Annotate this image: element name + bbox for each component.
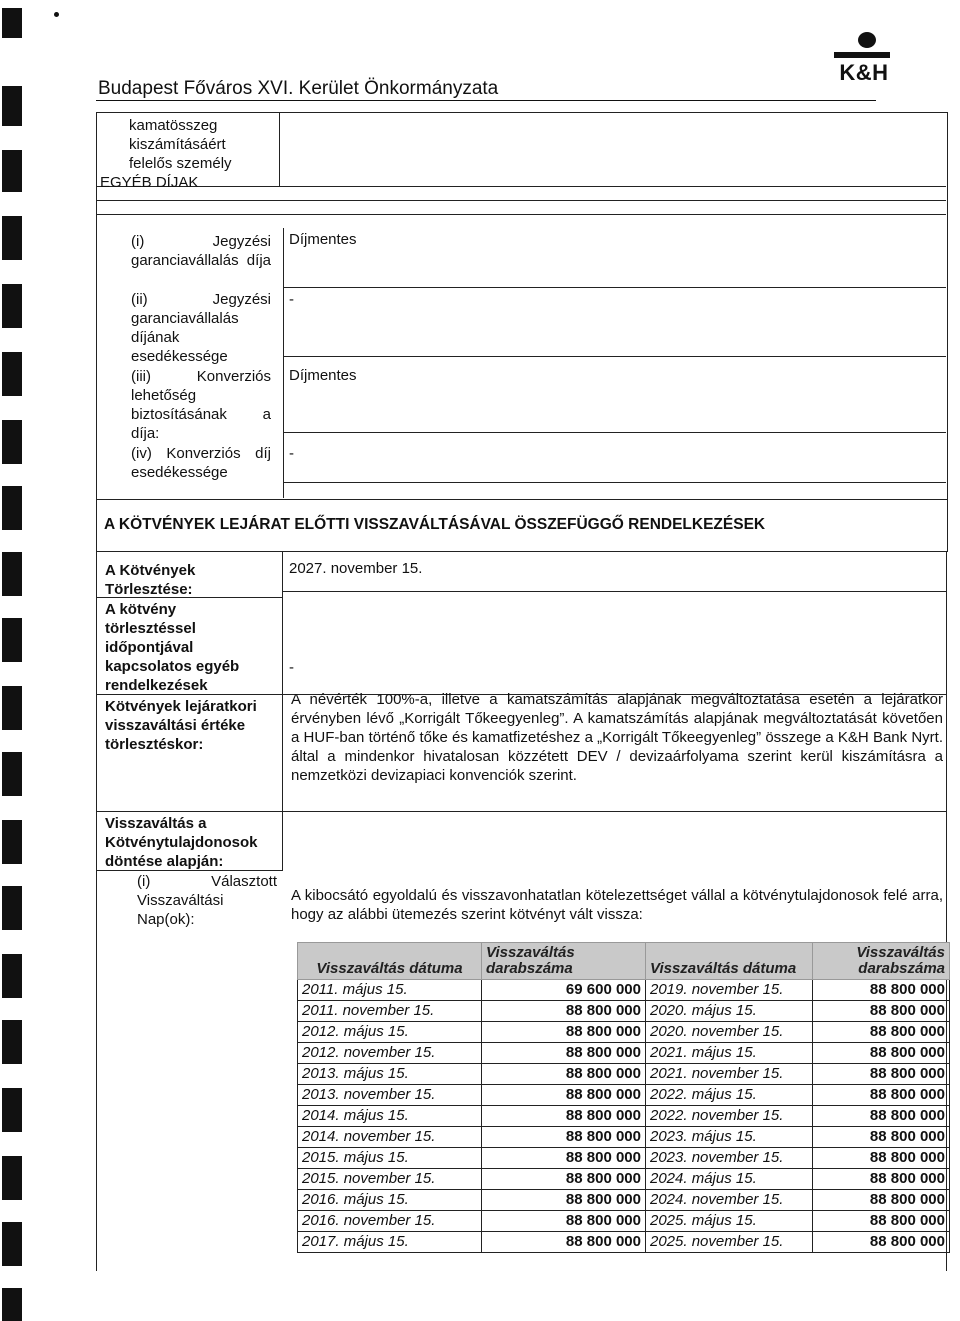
redemption-heading: A KÖTVÉNYEK LEJÁRAT ELŐTTI VISSZAVÁLTÁSÁVAL ÖSSZEFÜGGŐ RENDELKEZÉSEK (104, 516, 766, 533)
schedule-row (298, 1211, 950, 1232)
schedule-date-1: 2015. november 15. (298, 1169, 482, 1190)
schedule-row (298, 980, 950, 1001)
schedule-row (298, 1232, 950, 1253)
schedule-count-1: 88 800 000 (482, 1232, 646, 1253)
schedule-count-2: 88 800 000 (813, 1043, 950, 1064)
schedule-date-1: 2016. május 15. (298, 1190, 482, 1211)
schedule-row (298, 1169, 950, 1190)
holder-put-label: Visszaváltás a Kötvénytulajdonosok döntése alapján: (105, 815, 258, 870)
schedule-count-2: 88 800 000 (813, 1064, 950, 1085)
schedule-date-1: 2017. május 15. (298, 1232, 482, 1253)
schedule-date-2: 2023. május 15. (646, 1127, 813, 1148)
maturity-value-text: A névérték 100%-a, illetve a kamatszámítás alapjának megváltoztatása esetén a lejáratkor érvényben lévő „Korrigált Tőkeegyenleg”. A kamatszámítás alapjának megváltoztatását követően a HUF-ban történő tőke és kamatfizetéshez a „Korrigált Tőkeegyenleg” összege a K&H Bank Nyrt. által a mindenkor hivatalosan közzétett DEV / devizaárfolyama szerint kerül kiszámításra a nemzetközi devizapiaci konvenciók szerint. (291, 691, 943, 784)
other-provisions-label: A kötvény törlesztéssel időpontjával kapcsolatos egyéb rendelkezések (105, 601, 240, 694)
repayment-label: A Kötvények Törlesztése: (105, 562, 196, 598)
schedule-count-1: 88 800 000 (482, 1106, 646, 1127)
schedule-date-1: 2014. május 15. (298, 1106, 482, 1127)
selected-redemption-text: A kibocsátó egyoldalú és visszavonhatatlan kötelezettséget vállal a kötvénytulajdonosok felé arra, hogy az alábbi ütemezés szerint kötvényt vált vissza: (291, 887, 943, 923)
schedule-count-2: 88 800 000 (813, 1169, 950, 1190)
fee-value-underwriting-due: - (289, 291, 294, 308)
maturity-value-label: Kötvények lejáratkori visszaváltási értéke törlesztéskor: (105, 698, 257, 753)
schedule-date-2: 2023. november 15. (646, 1148, 813, 1169)
schedule-count-2: 88 800 000 (813, 980, 950, 1001)
fee-value-conversion-due: - (289, 445, 294, 462)
schedule-date-2: 2022. május 15. (646, 1085, 813, 1106)
schedule-count-1: 88 800 000 (482, 1211, 646, 1232)
schedule-date-1: 2012. május 15. (298, 1022, 482, 1043)
selected-redemption-label: (i) Választott Visszaváltási Nap(ok): (137, 873, 277, 928)
schedule-date-2: 2021. május 15. (646, 1043, 813, 1064)
schedule-count-1: 88 800 000 (482, 1085, 646, 1106)
schedule-date-1: 2013. november 15. (298, 1085, 482, 1106)
schedule-count-1: 88 800 000 (482, 1022, 646, 1043)
schedule-row (298, 1043, 950, 1064)
schedule-body (298, 980, 950, 1253)
fee-label-underwriting-due: (ii) Jegyzési garanciavállalás díjának esedékessége (131, 291, 271, 365)
schedule-count-1: 69 600 000 (482, 980, 646, 1001)
schedule-header-date-1: Visszaváltás dátuma (298, 943, 482, 980)
schedule-date-1: 2015. május 15. (298, 1148, 482, 1169)
fee-value-conversion: Díjmentes (289, 367, 357, 384)
fee-value-underwriting: Díjmentes (289, 231, 357, 248)
schedule-row (298, 1127, 950, 1148)
schedule-date-1: 2012. november 15. (298, 1043, 482, 1064)
schedule-count-1: 88 800 000 (482, 1064, 646, 1085)
schedule-count-1: 88 800 000 (482, 1148, 646, 1169)
schedule-row (298, 1064, 950, 1085)
schedule-count-2: 88 800 000 (813, 1211, 950, 1232)
schedule-count-1: 88 800 000 (482, 1043, 646, 1064)
schedule-row (298, 1022, 950, 1043)
interest-agent-label: kamatösszeg kiszámításáért felelős személy (129, 117, 232, 172)
binder-marks (0, 0, 40, 1321)
schedule-count-1: 88 800 000 (482, 1127, 646, 1148)
schedule-date-1: 2016. november 15. (298, 1211, 482, 1232)
schedule-date-2: 2022. november 15. (646, 1106, 813, 1127)
schedule-date-2: 2021. november 15. (646, 1064, 813, 1085)
header-divider (96, 100, 876, 101)
schedule-row (298, 1001, 950, 1022)
schedule-count-2: 88 800 000 (813, 1190, 950, 1211)
schedule-count-2: 88 800 000 (813, 1001, 950, 1022)
kh-logo-mark (858, 32, 876, 48)
schedule-row (298, 1085, 950, 1106)
schedule-count-2: 88 800 000 (813, 1148, 950, 1169)
scan-dot (54, 12, 59, 17)
schedule-count-1: 88 800 000 (482, 1190, 646, 1211)
schedule-date-2: 2024. november 15. (646, 1190, 813, 1211)
schedule-date-1: 2011. május 15. (298, 980, 482, 1001)
schedule-header-count-2: Visszaváltás darabszáma (813, 943, 950, 980)
schedule-header-row (298, 943, 950, 980)
schedule-date-2: 2019. november 15. (646, 980, 813, 1001)
schedule-date-1: 2014. november 15. (298, 1127, 482, 1148)
fee-label-underwriting: (i) Jegyzési garanciavállalás díja (131, 233, 271, 269)
kh-logo (826, 32, 902, 94)
schedule-date-1: 2011. november 15. (298, 1001, 482, 1022)
schedule-date-2: 2024. május 15. (646, 1169, 813, 1190)
schedule-count-2: 88 800 000 (813, 1232, 950, 1253)
other-fees-title: EGYÉB DÍJAK (100, 174, 199, 191)
schedule-date-2: 2020. november 15. (646, 1022, 813, 1043)
kh-logo-text: K&H (839, 60, 889, 85)
page-title: Budapest Főváros XVI. Kerület Önkormányzata (98, 78, 499, 99)
maturity-date: 2027. november 15. (289, 560, 423, 577)
schedule-date-2: 2020. május 15. (646, 1001, 813, 1022)
schedule-count-2: 88 800 000 (813, 1106, 950, 1127)
schedule-date-1: 2013. május 15. (298, 1064, 482, 1085)
schedule-count-1: 88 800 000 (482, 1169, 646, 1190)
schedule-date-2: 2025. november 15. (646, 1232, 813, 1253)
schedule-count-1: 88 800 000 (482, 1001, 646, 1022)
schedule-row (298, 1148, 950, 1169)
schedule-date-2: 2025. május 15. (646, 1211, 813, 1232)
schedule-header-date-2: Visszaváltás dátuma (646, 943, 813, 980)
fee-label-conversion-due: (iv) Konverziós díj esedékessége (131, 445, 271, 481)
schedule-header-count-1: Visszaváltás darabszáma (482, 943, 646, 980)
schedule-row (298, 1190, 950, 1211)
redemption-schedule-table (297, 942, 950, 1253)
other-provisions-value: - (289, 659, 294, 676)
schedule-count-2: 88 800 000 (813, 1085, 950, 1106)
schedule-row (298, 1106, 950, 1127)
schedule-count-2: 88 800 000 (813, 1127, 950, 1148)
fee-label-conversion: (iii) Konverziós lehetőség biztosításának a díja: (131, 368, 271, 442)
schedule-count-2: 88 800 000 (813, 1022, 950, 1043)
